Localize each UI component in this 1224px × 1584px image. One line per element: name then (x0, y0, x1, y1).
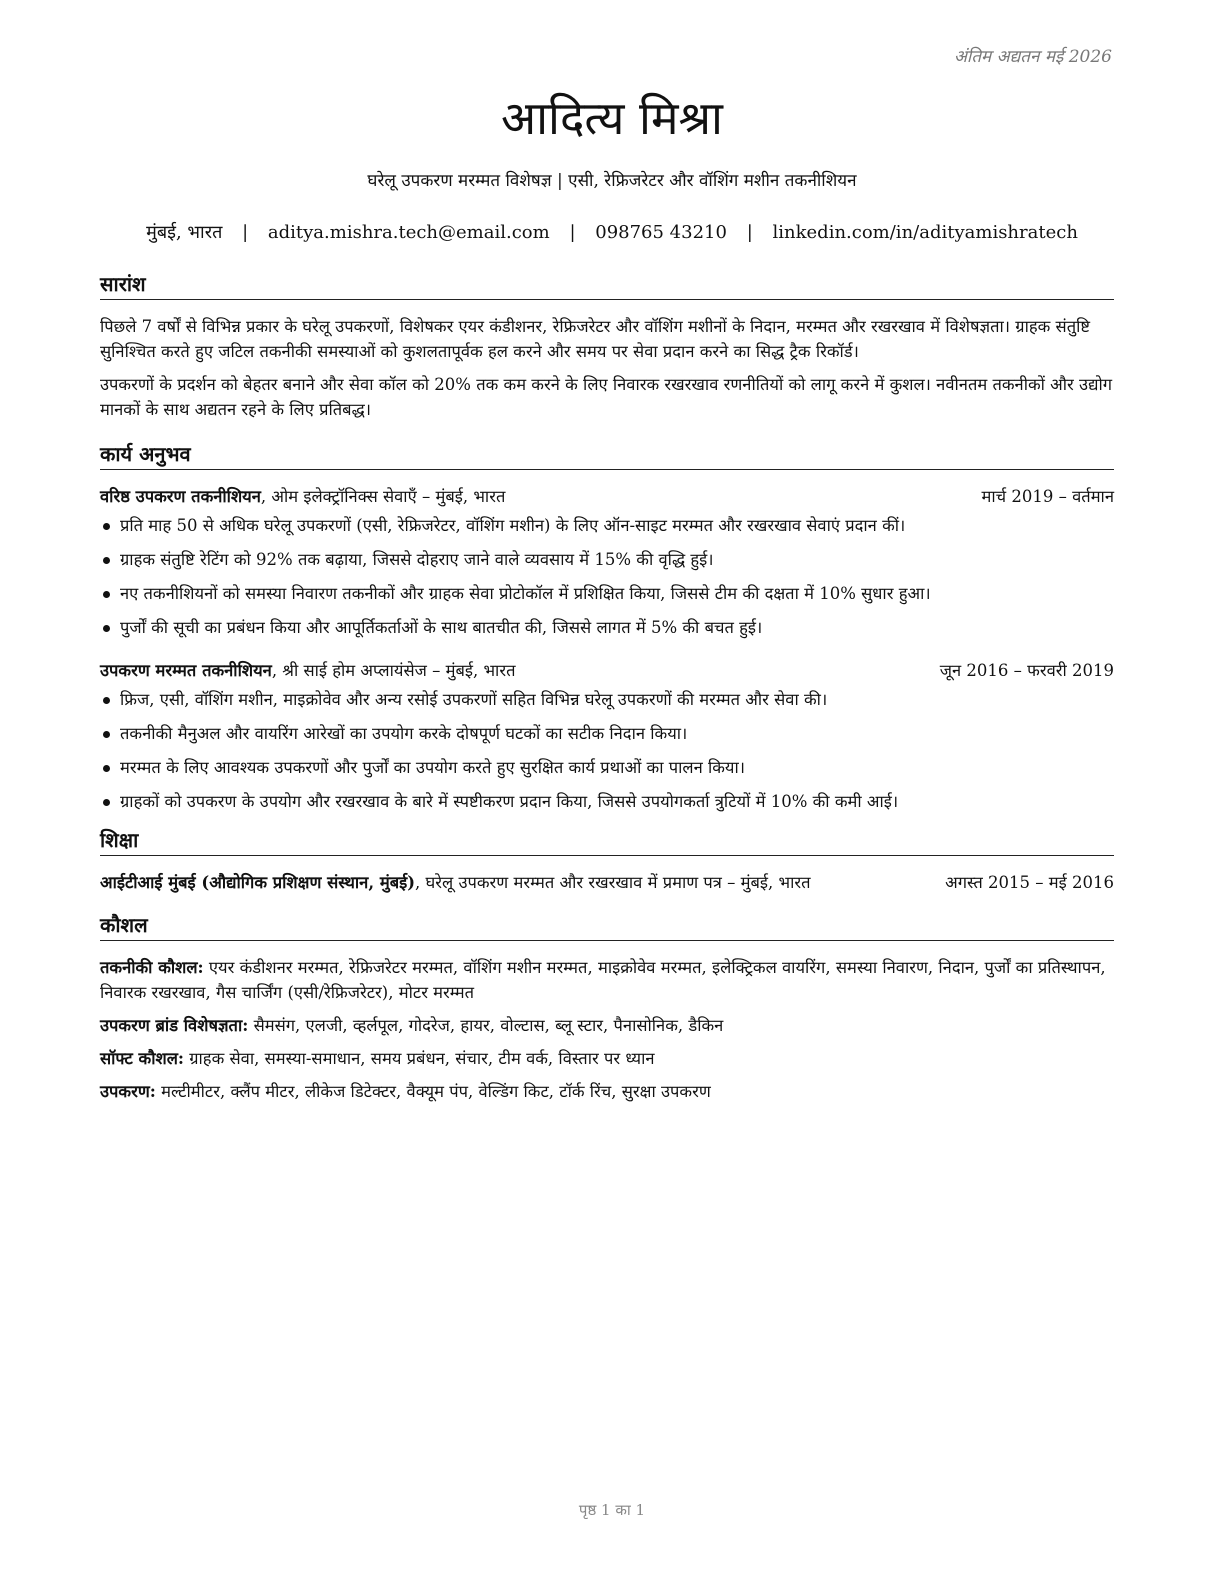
education-details: , घरेलू उपकरण मरम्मत और रखरखाव में प्रमाण पत्र – मुंबई, भारत (415, 873, 811, 892)
section-title-summary: सारांश (100, 270, 1114, 300)
job-bullet: प्रति माह 50 से अधिक घरेलू उपकरणों (एसी, रेफ्रिजरेटर, वॉशिंग मशीन) के लिए ऑन-साइट मरम्मत और रखरखाव सेवाएं प्रदान कीं। (100, 513, 1114, 538)
job-dates: मार्च 2019 – वर्तमान (981, 487, 1114, 506)
contact-email[interactable]: aditya.mishra.tech@email.com (267, 222, 550, 243)
summary-section (100, 270, 1114, 422)
skill-value: ग्राहक सेवा, समस्या-समाधान, समय प्रबंधन, संचार, टीम वर्क, विस्तार पर ध्यान (183, 1049, 655, 1068)
education-dates: अगस्त 2015 – मई 2016 (945, 873, 1114, 892)
job-role: वरिष्ठ उपकरण तकनीशियन (100, 487, 261, 506)
job-header (100, 484, 1114, 509)
resume-content (100, 270, 1114, 1112)
section-title-skills: कौशल (100, 911, 1114, 941)
job-company: , ओम इलेक्ट्रॉनिक्स सेवाएँ – मुंबई, भारत (260, 487, 506, 506)
job-bullet: पुर्जों की सूची का प्रबंधन किया और आपूर्तिकर्ताओं के साथ बातचीत की, जिससे लागत में 5% की बचत हुई। (100, 615, 1114, 640)
contact-line (0, 220, 1224, 244)
job-bullet: ग्राहकों को उपकरण के उपयोग और रखरखाव के बारे में स्पष्टीकरण प्रदान किया, जिससे उपयोगकर्ता त्रुटियों में 10% की कमी आई। (100, 789, 1114, 814)
education-institution: आईटीआई मुंबई (औद्योगिक प्रशिक्षण संस्थान, मुंबई) (100, 873, 416, 892)
tagline: घरेलू उपकरण मरम्मत विशेषज्ञ | एसी, रेफ्रिजरेटर और वॉशिंग मशीन तकनीशियन (367, 171, 857, 191)
skill-value: सैमसंग, एलजी, व्हर्लपूल, गोदरेज, हायर, वोल्टास, ब्लू स्टार, पैनासोनिक, डैकिन (248, 1016, 724, 1035)
section-title-experience: कार्य अनुभव (100, 440, 1114, 470)
education-text (100, 870, 900, 895)
skill-line (100, 1013, 1114, 1038)
job-bullets (100, 687, 1114, 814)
skills-section (100, 911, 1114, 1104)
education-entry (100, 870, 1114, 895)
section-title-education: शिक्षा (100, 826, 1114, 856)
skill-value: एयर कंडीशनर मरम्मत, रेफ्रिजरेटर मरम्मत, वॉशिंग मशीन मरम्मत, माइक्रोवेव मरम्मत, इलेक्ट्रिकल वायरिंग, समस्या निवारण, निदान, पुर्जों का प्रतिस्थापन, निवारक रखरखाव, गैस चार्जिंग (एसी/रेफ्रिजरेटर), मोटर मरम्मत (100, 958, 1106, 1002)
skill-line (100, 1046, 1114, 1071)
job-entry (100, 658, 1114, 814)
page-number: पृष्ठ 1 का 1 (578, 1501, 646, 1519)
contact-linkedin[interactable]: linkedin.com/in/adityamishratech (772, 222, 1078, 243)
job-title-company (100, 484, 505, 509)
job-company: , श्री साई होम अप्लायंसेज – मुंबई, भारत (271, 661, 516, 680)
skill-label: उपकरण: (100, 1082, 156, 1101)
job-bullet: नए तकनीशियनों को समस्या निवारण तकनीकों और ग्राहक सेवा प्रोटोकॉल में प्रशिक्षित किया, जिससे टीम की दक्षता में 10% सुधार हुआ। (100, 581, 1114, 606)
job-bullet: फ्रिज, एसी, वॉशिंग मशीन, माइक्रोवेव और अन्य रसोई उपकरणों सहित विभिन्न घरेलू उपकरणों की मरम्मत और सेवा की। (100, 687, 1114, 712)
experience-section (100, 440, 1114, 814)
skill-line (100, 1079, 1114, 1104)
candidate-name: आदित्य मिश्रा (501, 91, 723, 145)
contact-separator: | (569, 222, 576, 243)
skill-label: तकनीकी कौशल: (100, 958, 204, 977)
contact-separator: | (242, 222, 249, 243)
job-bullet: ग्राहक संतुष्टि रेटिंग को 92% तक बढ़ाया, जिससे दोहराए जाने वाले व्यवसाय में 15% की वृद्धि हुई। (100, 547, 1114, 572)
job-header (100, 658, 1114, 683)
job-title-company (100, 658, 515, 683)
skill-label: उपकरण ब्रांड विशेषज्ञता: (100, 1016, 249, 1035)
summary-paragraph: पिछले 7 वर्षों से विभिन्न प्रकार के घरेलू उपकरणों, विशेषकर एयर कंडीशनर, रेफ्रिजरेटर और वॉशिंग मशीनों के निदान, मरम्मत और रखरखाव में विशेषज्ञता। ग्राहक संतुष्टि सुनिश्चित करते हुए जटिल तकनीकी समस्याओं को कुशलतापूर्वक हल करने और समय पर सेवा प्रदान करने का सिद्ध ट्रैक रिकॉर्ड। (100, 317, 1091, 361)
contact-separator: | (746, 222, 753, 243)
skill-label: सॉफ्ट कौशल: (100, 1049, 184, 1068)
job-bullet: मरम्मत के लिए आवश्यक उपकरणों और पुर्जों का उपयोग करते हुए सुरक्षित कार्य प्रथाओं का पालन किया। (100, 755, 1114, 780)
education-section (100, 826, 1114, 895)
skill-value: मल्टीमीटर, क्लैंप मीटर, लीकेज डिटेक्टर, वैक्यूम पंप, वेल्डिंग किट, टॉर्क रिंच, सुरक्षा उपकरण (155, 1082, 711, 1101)
job-dates: जून 2016 – फरवरी 2019 (939, 661, 1114, 680)
job-bullet: तकनीकी मैनुअल और वायरिंग आरेखों का उपयोग करके दोषपूर्ण घटकों का सटीक निदान किया। (100, 721, 1114, 746)
job-role: उपकरण मरम्मत तकनीशियन (100, 661, 272, 680)
job-entry (100, 484, 1114, 640)
summary-paragraph: उपकरणों के प्रदर्शन को बेहतर बनाने और सेवा कॉल को 20% तक कम करने के लिए निवारक रखरखाव रणनीतियों को लागू करने में कुशल। नवीनतम तकनीकों और उद्योग मानकों के साथ अद्यतन रहने के लिए प्रतिबद्ध। (100, 375, 1113, 419)
skill-line (100, 955, 1114, 1005)
job-bullets (100, 513, 1114, 640)
contact-phone: 098765 43210 (595, 222, 727, 243)
last-updated: अंतिम अद्यतन मई 2026 (953, 47, 1112, 67)
contact-location: मुंबई, भारत (146, 222, 223, 243)
